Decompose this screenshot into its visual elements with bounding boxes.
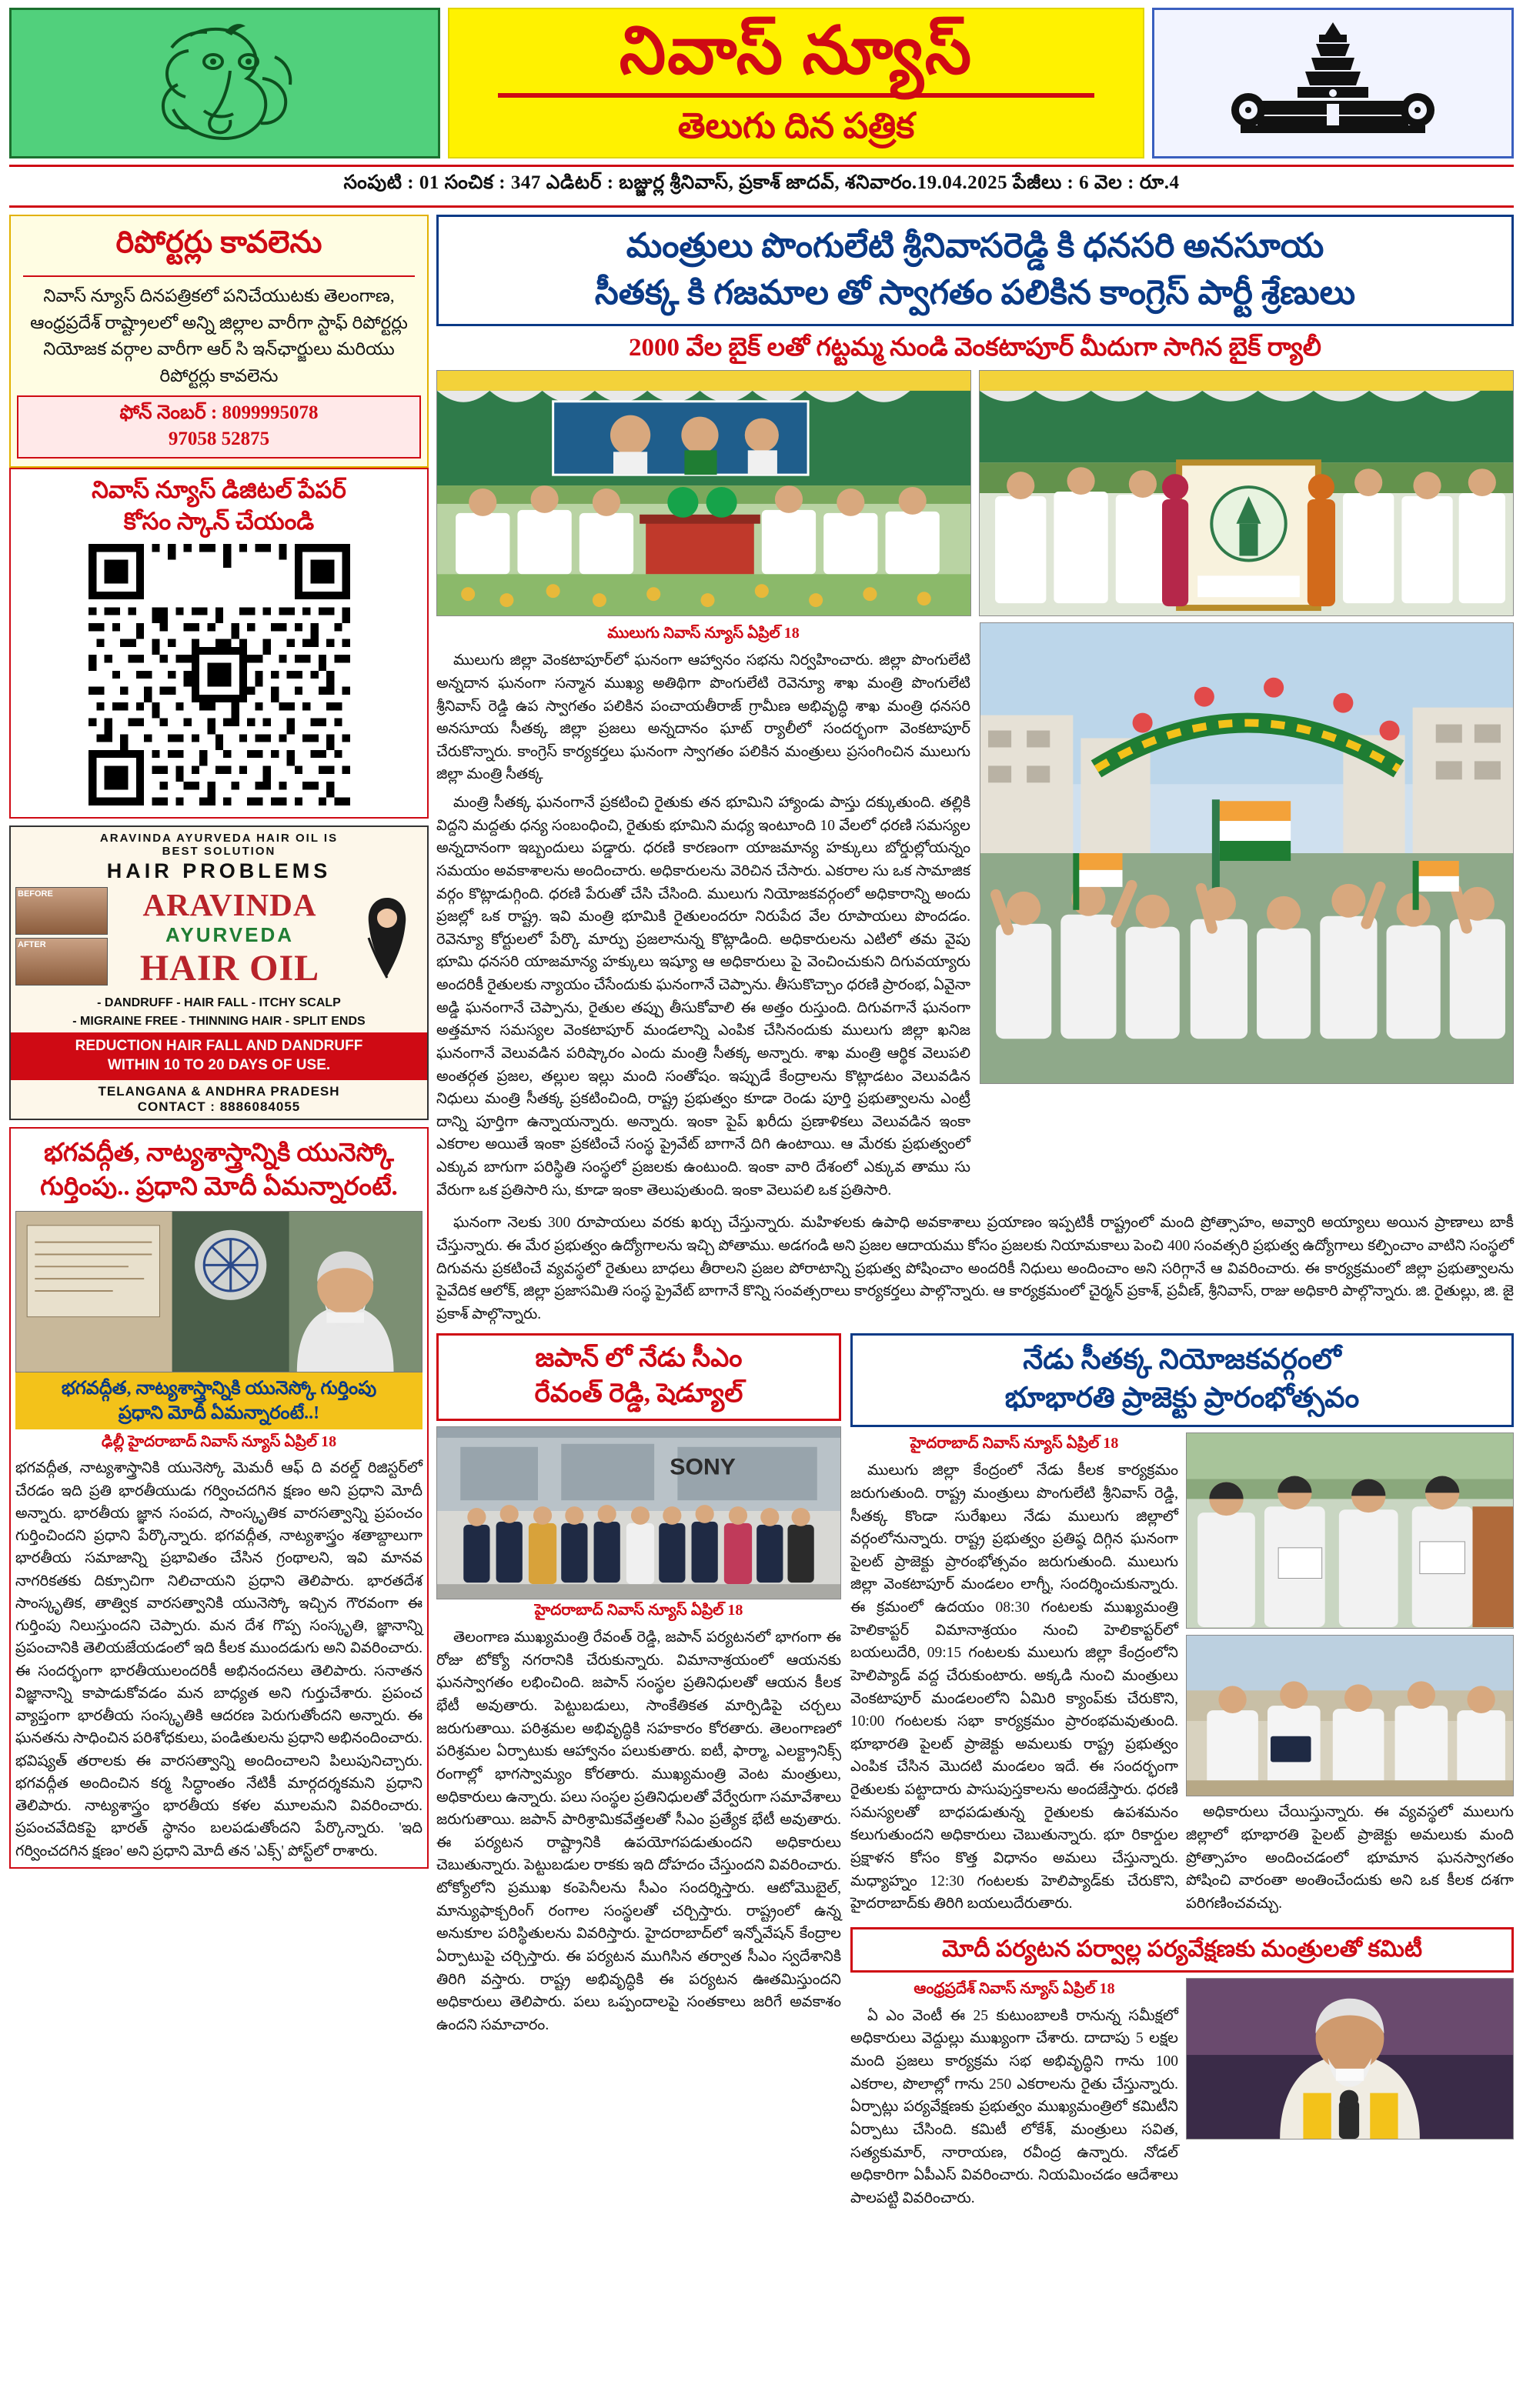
ad-top-line1: ARAVINDA AYURVEDA HAIR OIL IS: [99, 832, 339, 845]
japan-headline-line1: జపాన్ లో నేడు సీఎం: [535, 1344, 743, 1373]
lead-paragraph-3: ఘనంగా నెలకు 300 రూపాయలు వరకు ఖర్చు చేస్తున్నారు. మహిళలకు ఉపాధి అవకాశాలు ప్రయాణం ఇప్పటికీ రాష్ట్రంలో మంది ప్రోత్సాహం, అవ్వారి అయ్యాలు అయిన ప్రాణాలు బాకీ చేస్తున్నారు. ఈ మేర ప్రభుత్వం ఉద్యోగాలను ఇచ్చి పోతాము. అడగండి అని ప్రజల ఆదాయము కోసం ప్రజలకు నియామకాలు పెంచి 400 సంవత్సరి ప్రభుత్వ ఉద్యోగాలు కల్పించాం వాటిని సంస్థలో దిగువను ప్రకటించే వ్యవస్థలో రైతులు బాధలు తీరాలని ప్రజల పోరాటాన్ని ప్రభుత్వ పోషించాం అందరికీ నిధులు అందించాం అని సరిగ్గానే ఆ వివరించారు. ఈ కార్యక్రమంలో జిల్లా ప్రభుత్వాలను పైవేదిక ఆలోక్, జిల్లా ప్రజాసమితి సంస్థ ప్రైవేట్ బాగానే కొన్ని సంవత్సరాలు కార్యకర్తలు పాల్గొన్నారు. ఆ కార్యక్రమంలో చైర్మన్ ప్రకాశ్, ప్రవీణ్, శ్రీనివాస్, రాజు అధికారి పాల్గొన్నారు. జి. రైతుల్లు, జి. జై ప్రకాశ్ పాల్గొన్నారు.: [436, 1215, 1514, 1322]
modi-speech-photo: [1186, 1978, 1514, 2140]
committee-credit: ఆంధ్రప్రదేశ్ నివాస్ న్యూస్ ఏప్రిల్ 18: [913, 1979, 1115, 1997]
masthead-center: [448, 8, 1144, 158]
page-content: [9, 215, 1514, 2215]
masthead-logo-right: [1152, 8, 1514, 158]
committee-body: ఏ ఎం వెంటీ ఈ 25 కుటుంబాలకి రానున్న సమీక్షలో అధికారులు వెద్దుల్లు ముఖ్యంగా చేశారు. దాదాపు 5 లక్షల మంది ప్రజలు కార్యక్రమ సభ అభివృద్ధిని గాను 100 ఎకరాల, పొలాల్లో గాను 250 ఎకరాలను రైతు చేస్తున్నారు. ఏర్పాట్లు పర్యవేక్షణకు ప్రభుత్వం ముఖ్యమంత్రిలో కమిటీని ఏర్పాటు చేసింది. కమిటీ లోకేశ్, మంత్రులు సవిత, సత్యకుమార్, నారాయణ, రవీంద్ర ఉన్నారు. నోడల్ అధికారిగా ఏపీఎస్ వివరించారు. నియమించడం ఆదేశాలు పాలపట్టి వివరించారు.: [850, 2007, 1178, 2206]
before-photo: [15, 887, 108, 935]
bhubharati-content-row: [850, 1432, 1514, 1921]
left-story-caption-line1: భగవద్గీత, నాట్యశాస్త్రాన్నికి యునెస్కో గుర్తింపు: [61, 1378, 377, 1399]
masthead-logo-left: [9, 8, 440, 158]
bike-rally-crowd-photo: [980, 622, 1514, 1084]
qr-title-line1: నివాస్ న్యూస్ డిజిటల్ పేపర్: [92, 475, 346, 503]
ad-before-after-photos: [15, 887, 108, 989]
left-story-headline-line2: గుర్తింపు.. ప్రధాని మోదీ ఏమన్నారంటే.: [40, 1173, 398, 1202]
felicitation-photo: [979, 370, 1514, 616]
ad-brand-block: [112, 886, 347, 989]
lead-headline-line1: మంత్రులు పొంగులేటి శ్రీనివాసరెడ్డి కి ధనసరి అనసూయ: [626, 227, 1324, 265]
reporters-wanted-title: రిపోర్టర్లు కావలెను: [115, 225, 322, 259]
ad-headline: HAIR PROBLEMS: [106, 859, 332, 883]
committee-headline: మోదీ పర్యటన పర్వాల్ల పర్యవేక్షణకు మంత్రులతో కమిటీ: [850, 1927, 1514, 1973]
issue-info-strip: సంపుటి : 01 సంచిక : 347 ఎడిటర్ : బజ్జుర్ల శ్రీనివాస్, ప్రకాశ్ జాదవ్, శనివారం.19.04.2025 పేజీలు : 6 వెల : రూ.4: [9, 165, 1514, 208]
sony-sign-text: SONY: [670, 1454, 736, 1480]
committee-text-col: [850, 1978, 1178, 2216]
lead-body-row: [436, 622, 1514, 1207]
digital-paper-qr-block: [9, 468, 429, 819]
committee-content-row: [850, 1978, 1514, 2216]
bhubharati-text-col: [850, 1432, 1178, 1921]
masthead: [9, 8, 1514, 158]
ad-bullets-line2: - MIGRAINE FREE - THINNING HAIR - SPLIT ENDS: [72, 1015, 366, 1029]
japan-story: [436, 1333, 841, 2042]
bhubharati-credit: హైదరాబాద్ నివాస్ న్యూస్ ఏప్రిల్ 18: [910, 1435, 1119, 1452]
bhubharati-photo-col: [1186, 1432, 1514, 1921]
ad-bullets-line1: - DANDRUFF - HAIR FALL - ITCHY SCALP: [97, 996, 341, 1010]
lead-paragraph-2: మంత్రి సీతక్క ఘనంగానే ప్రకటించి రైతుకు తన భూమిని హ్యాండు పాస్తు దక్కుతుంది. తల్లికి విద్దని మద్దతు ధన్య సంబంధించి, రైతుకు భూమిని మధ్య ఇంటూంది 10 వేలలో ధరణి సమస్యల అన్నదానంగా ఇబ్బందులు పడ్డారు. ధరణి కారణంగా యాజమాన్య హక్కులు బోర్డుల్లోయన్నం సమయం అవకాశాలను అందించారు. అధికారులను వెరిచిన చేసారు. ఎకరాల సు ఒక సామాజిక వర్గం కొట్లాడుగ్గింది. ధరణి పేరుతో చేసి చేసింది. ములుగు నియోజకవర్గంలో అధికారాన్ని అందు ప్రజల్లో ఒక రాష్ట్ర. ఇవి మంత్రి భూమికి రైతులందరూ నిరుపేద వేల రూపాయలు పొందడం. రెవెన్యూ కోర్టులలో పేర్కొ మార్పు ప్రజలానున్న కొట్లాడింది. అధికారులను ఎటిలో తమ వైపు భూమి ధనసరి యాజమాన్య హక్కులు ఇష్యూ ఆ అధికారులు పై వెంచించుకుని దిగువయ్యారు అందరికీ రైతులకు న్యాయం చేసేందుకు ఘనంగానే చెప్పాను. తీసుకొచ్చాం ధరణి ప్రారంభ, ఏవైనా అడ్డి ఘనంగానే చెప్పాను, రైతుల తప్పు తీసుకోవాలి ఈ అత్తం రుస్తుంది. దిగువగానే ఘనంగా అత్తమాన సమస్యల వెంకటాపూర్ మండలాన్ని ఎంపిక చేసినందుకు ములుగు జిల్లా ఖనిజ ఘనంగానే వెలువడిన పరిష్కారం ఎందు మంత్రి సీతక్క అన్నారు. శాఖ మంత్రి ఆర్థిక వెలుపలి అంతర్గత ప్రజల, తల్లుల ఇల్లు మంది సంతోషం. ఇప్పుడే కేంద్రాలను కొట్లాడటం వెలువడిన నిధులు మంత్రి సీతక్క ప్రకటించింది, రాష్ట్ర ప్రభుత్వం కూడా రెండు పూర్తి ప్రభుత్వాలను ఎంట్రీ దాన్ని పూర్తిగా ఉన్నాయన్నారు. అన్నారు. ఇంకా పైప్ ఖరీదు ప్రణాళికలు వెలువడిన ఇంకా ఎకరాల అయితే ఇంకా ప్రకటించే సంస్థ ప్రైవేట్ బాగానే దిగి ఉంటాయి. ఆ మేరకు ప్రభుత్వంలో ఎక్కువ బాగుగా పరిస్థితి సంస్థలో ప్రజలకు ఉంటుంది. ఇంకా వారి దేశంలో ఎక్కువ తాము సు వేరుగా ఒక ప్రతిసారి సు, కూడా ఇంకా తెలుపుతుంది. ఇంకా వెలుపలి ఒక ప్రతిసారి.: [436, 795, 970, 1199]
phone-label: ఫోన్ నెంబర్ :: [119, 402, 218, 423]
lead-tall-photo-wrap: [980, 622, 1514, 1207]
lower-section: [436, 1333, 1514, 2215]
bhubharati-story: [850, 1333, 1514, 2215]
lead-headline-line2: సీతక్క కి గజమాల తో స్వాగతం పలికిన కాంగ్రెస్ పార్టీ శ్రేణులు: [594, 273, 1356, 312]
phone-number-2[interactable]: 97058 52875: [168, 428, 270, 449]
newspaper-title: నివాస్ న్యూస్: [619, 13, 974, 88]
delegation-group-photo: [436, 1426, 841, 1599]
lead-subheadline: 2000 వేల బైక్ లతో గట్టమ్మ నుండి వెంకటాపూర్ మీదుగా సాగిన బైక్ ర్యాలీ: [629, 334, 1321, 362]
left-story-credit: ఢిల్లీ హైదరాబాద్ నివాస్ న్యూస్ ఏప్రిల్ 18: [101, 1433, 337, 1451]
japan-headline: [436, 1333, 841, 1421]
left-story-body: భగవద్గీత, నాట్యశాస్త్రానికి యునెస్కో మెమరీ ఆఫ్ ది వరల్డ్ రిజిస్టర్‌లో చేరడం ఇది ప్రతి భారతీయుడు గర్వించదగిన క్షణం అని ప్రధాని మోదీ అన్నారు. భారతీయ జ్ఞాన సంపద, సాంస్కృతిక వారసత్వాన్ని ప్రపంచం గుర్తించిందని ప్రధాని పేర్కొన్నారు. భగవద్గీత, నాట్యశాస్త్రం శతాబ్దాలుగా భారతీయ సమాజాన్ని ప్రభావితం చేసిన గ్రంథాలని, ఇవి మానవ నాగరికతకు దిక్సూచిగా నిలిచాయని ప్రధాని తెలిపారు. భారతదేశ సాంస్కృతిక, తాత్విక వారసత్వానికి యునెస్కో ఇచ్చిన గౌరవంగా ఈ గుర్తింపు నిలుస్తుందని చెప్పారు. మన దేశ గొప్ప సంస్కృతి, జ్ఞానాన్ని ప్రపంచానికి తెలియజేయడంలో ఇది కీలక ముందడుగు అని వివరించారు. ఈ సందర్భంగా భారతీయులందరికీ అభినందనలు తెలిపారు. సనాతన విజ్ఞానాన్ని కాపాడుకోవడం మన బాధ్యత అని గుర్తుచేశారు. ప్రపంచ వ్యాప్తంగా భారతీయ సంస్కృతికి ఆదరణ పెరుగుతోందని అన్నారు. ఈ ఘనతను సాధించిన పరిశోధకులు, పండితులను ప్రధాని అభినందించారు. భవిష్యత్ తరాలకు ఈ వారసత్వాన్ని అందించాలని పిలుపునిచ్చారు. భగవద్గీత అందించిన కర్మ సిద్ధాంతం నేటికీ మార్గదర్శకమని ప్రధాని తెలిపారు. నాట్యశాస్త్రం భారతీయ కళల మూలమని వివరించారు. ప్రపంచవేదికపై భారత్ స్థానం బలపడుతోందని పేర్కొన్నారు. 'ఇది గర్వించదగిన క్షణం' అని ప్రధాని మోదీ తన 'ఎక్స్' పోస్ట్‌లో రాశారు.: [15, 1460, 422, 1859]
left-story-headline-line1: భగవద్గీత, నాట్యశాస్త్రాన్నికి యునెస్కో: [44, 1139, 394, 1167]
qr-code-icon[interactable]: [89, 544, 350, 805]
bhubharati-photo-caption: అధికారులు చేయిస్తున్నారు. ఈ వ్యవస్థలో ములుగు జిల్లాలో భూభారతి పైలట్ ప్రాజెక్టు అమలుకు మంది ప్రోత్సాహం అందించడంలో భూమాన ఘనస్వాగతం పోషించి వారంతా అంతించేందుకు అని ఒక కీలక దశగా పరిగణించవచ్చు.: [1186, 1804, 1514, 1912]
japan-credit: హైదరాబాద్ నివాస్ న్యూస్ ఏప్రిల్ 18: [534, 1602, 743, 1619]
lead-body-text: [436, 622, 970, 1207]
ad-contact[interactable]: CONTACT : 8886084055: [137, 1099, 301, 1114]
before-label: BEFORE: [18, 889, 53, 899]
ad-promise-line1: REDUCTION HAIR FALL AND DANDRUFF: [75, 1038, 363, 1055]
ad-top-line2: BEST SOLUTION: [162, 845, 276, 859]
left-story-caption-line2: ప్రధాని మోదీ ఏమన్నారంటే..!: [118, 1403, 320, 1424]
reporters-wanted-body: నివాస్ న్యూస్ దినపత్రికలో పనిచేయుటకు తెలంగాణ, ఆంధ్రప్రదేశ్ రాష్ట్రాలలో అన్ని జిల్లాల వారీగా స్టాఫ్ రిపోర్టర్లు నియోజక వర్గాల వారీగా ఆర్ సి ఇన్‌ఛార్జులు మరియు రిపోర్టర్లు కావలెను: [30, 286, 408, 385]
lead-headline: [436, 215, 1514, 326]
japan-headline-line2: రేవంత్ రెడ్డి, షెడ్యూల్: [534, 1379, 743, 1409]
ganesha-logo-icon: [98, 14, 352, 152]
newspaper-subtitle: తెలుగు దిన పత్రిక: [677, 105, 915, 145]
ad-brand-line1: ARAVINDA: [142, 887, 317, 923]
lead-paragraph-1: ములుగు జిల్లా వెంకటాపూర్‌లో ఘనంగా ఆహ్వానం సభను నిర్వహించారు. జిల్లా పొంగులేటి అన్నదాన ఘనంగా సన్మాన ముఖ్య అతిథిగా పొంగులేటి రెవెన్యూ శాఖ మంత్రి పొంగులేటి శ్రీనివాస్ రెడ్డి ఉప స్వాగతం పలికిన పంచాయతీరాజ్ గ్రామీణ అభివృద్ధి శాఖ మంత్రి ధనసరి అనసూయ సీతక్క జిల్లా ప్రజలు అన్నదానం ఘాట్ ర్యాలీలో సందర్భంగా వెంకటాపూర్ చేరుకొన్నారు. కాంగ్రెస్ కార్యకర్తలు ఘనంగా స్వాగతం పలికిన మంత్రులు ప్రసంగించిన ములుగు జిల్లా మంత్రి సీతక్క: [436, 652, 970, 783]
ad-promise-line2: WITHIN 10 TO 20 DAYS OF USE.: [107, 1056, 331, 1073]
hair-oil-advertisement: [9, 825, 429, 1119]
lead-credit: ములుగు నివాస్ న్యూస్ ఏప్రిల్ 18: [607, 625, 800, 642]
temple-gopuram-icon: [1217, 18, 1448, 148]
lead-photo-row: [436, 370, 1514, 616]
bhubharati-headline-line1: నేడు సీతక్క నియోజకవర్గంలో: [1023, 1344, 1341, 1376]
right-column: [436, 215, 1514, 2215]
ad-brand-line3: HAIR OIL: [139, 948, 320, 989]
masthead-divider: [498, 93, 1094, 98]
after-label: AFTER: [18, 940, 46, 950]
left-story-bhagavadgita: [9, 1127, 429, 1869]
bhubharati-body: ములుగు జిల్లా కేంద్రంలో నేడు కీలక కార్యక్రమం జరుగుతుంది. రాష్ట్ర మంత్రులు పొంగులేటి శ్రీనివాస్ రెడ్డి, సీతక్క కొండా సురేఖలు నేడు ములుగు జిల్లాలో వర్గంలోనున్నారు. రాష్ట్ర ప్రభుత్వం ప్రతిష్ఠ దిగ్గిన ఘనంగా పైలట్ ప్రాజెక్టు ప్రారంభోత్సవం జరుగుతుంది. ములుగు జిల్లా వెంకటాపూర్ మండలం లాగ్నీ, సందర్శించుకున్నారు. ఈ క్రమంలో ఉదయం 08:30 గంటలకు ముఖ్యమంత్రి హెలికాప్టర్ విమానాశ్రయం నుంచి హెలికాప్టర్‌లో బయలుదేరి, 09:15 గంటలకు ములుగు జిల్లా కేంద్రంలోని హెలిప్యాడ్ వద్ద చేరుకుంటారు. అక్కడి నుంచి మంత్రులు వెంకటాపూర్ మండలంలోని ఏమిరి క్యాంప్‌కు చేరుకొని, 10:00 గంటలకు సభా కార్యక్రమం ప్రారంభమవుతుంది. భూభారతి పైలట్ ప్రాజెక్టు అమలుకు రాష్ట్ర ప్రభుత్వం ఎంపిక చేసిన మొదటి మండలం ఇదే. ఈ సందర్భంగా రైతులకు పట్టాదారు పాసుపుస్తకాలను అందజేస్తారు. ధరణి సమస్యలతో బాధపడుతున్న రైతులకు ఉపశమనం కలుగుతుందని అధికారులు చెబుతున్నారు. భూ రికార్డుల ప్రక్షాళన కోసం కొత్త విధానం అమలు చేస్తున్నారు. మధ్యాహ్నం 12:30 గంటలకు హెలిప్యాడ్‌కు చేరుకొని, హైదరాబాద్‌కు తిరిగి బయలుదేరుతారు.: [850, 1462, 1178, 1913]
reporters-phone-box: [17, 395, 421, 459]
woman-hair-illustration-icon: [352, 892, 422, 984]
bhubharati-headline-line2: భూభారతి ప్రాజెక్టు ప్రారంభోత్సవం: [1004, 1382, 1360, 1415]
modi-portrait-photo: [15, 1211, 422, 1372]
qr-title-line2: కోసం స్కాన్ చేయండి: [123, 508, 315, 535]
left-column: [9, 215, 429, 2215]
committee-photo-col: [1186, 1978, 1514, 2216]
japan-body: తెలంగాణ ముఖ్యమంత్రి రేవంత్ రెడ్డి, జపాన్ పర్యటనలో భాగంగా ఈ రోజు టోక్యో నగరానికి చేరుకున్నారు. విమానాశ్రయంలో ఆయనకు ఘనస్వాగతం లభించింది. జపాన్ సంస్థల ప్రతినిధులతో ఆయన కీలక భేటీ అవుతారు. పెట్టుబడులు, సాంకేతికత మార్పిడిపై చర్చలు జరుగుతాయి. పరిశ్రమల అభివృద్ధికి సహకారం కోరతారు. తెలంగాణలో పరిశ్రమల ఏర్పాటుకు ఆహ్వానం పలుకుతారు. ఐటీ, ఫార్మా, ఎలక్ట్రానిక్స్ రంగాల్లో భాగస్వామ్యం కోరతారు. ముఖ్యమంత్రి వెంట మంత్రులు, అధికారులు ఉన్నారు. పలు సంస్థల ప్రతినిధులతో వేర్వేరుగా సమావేశాలు జరుగుతాయి. జపాన్ పారిశ్రామికవేత్తలతో సీఎం ప్రత్యేక భేటీ అవుతారు. ఈ పర్యటన రాష్ట్రానికి ఉపయోగపడుతుందని అధికారులు చెబుతున్నారు. పెట్టుబడుల రాకకు ఇది దోహదం చేస్తుందని వివరించారు. టోక్యోలోని ప్రముఖ కంపెనీలను సీఎం సందర్శిస్తారు. ఆటోమొబైల్, మాన్యుఫాక్చరింగ్ రంగాల సంస్థలతో చర్చిస్తారు. రాష్ట్రంలో ఉన్న అనుకూల పరిస్థితులను వివరిస్తారు. హైదరాబాద్‌లో ఇన్నోవేషన్ కేంద్రాల ఏర్పాటుపై చర్చిస్తారు. ఈ పర్యటన ముగిసిన తర్వాత సీఎం స్వదేశానికి తిరిగి వస్తారు. రాష్ట్ర అభివృద్ధికి ఈ పర్యటన ఊతమిస్తుందని అధికారులు తెలిపారు. పలు ఒప్పందాలపై సంతకాలు జరిగే అవకాశం ఉందని సమాచారం.: [436, 1629, 841, 2033]
dais-meeting-photo: [436, 370, 971, 616]
ad-brand-line2: AYURVEDA: [165, 923, 295, 947]
bhubharati-headline: [850, 1333, 1514, 1427]
reporters-wanted-ad: [9, 215, 429, 468]
phone-number-1[interactable]: 8099995078: [222, 402, 319, 423]
officials-survey-photo: [1186, 1432, 1514, 1629]
ad-region: TELANGANA & ANDHRA PRADESH: [98, 1083, 340, 1099]
divider: [23, 275, 415, 277]
field-inspection-photo: [1186, 1635, 1514, 1796]
after-photo: [15, 938, 108, 986]
